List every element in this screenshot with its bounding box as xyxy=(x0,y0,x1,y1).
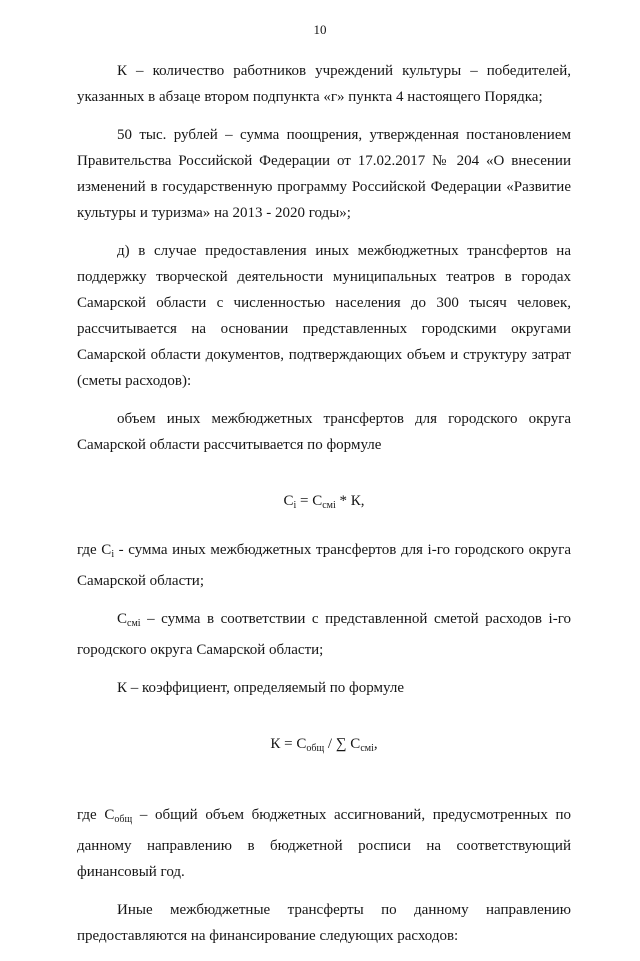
formula-ci xyxy=(77,488,571,519)
formula-k-sum: ∑ xyxy=(335,736,347,752)
ci-symbol-sub: i xyxy=(111,549,115,560)
formula-k-num-sub: общ xyxy=(306,743,325,754)
formula-ci-rhs: C xyxy=(312,493,323,509)
formula-k-div: / xyxy=(324,736,336,752)
where-word-2: где xyxy=(77,807,105,823)
page-number: 10 xyxy=(313,22,327,37)
document-body xyxy=(77,58,571,961)
ci-symbol: C xyxy=(101,542,112,558)
paragraph-other-transfers: Иные межбюджетные трансферты по данному направлению предоставляются на финансирование следующих расходов: xyxy=(77,902,571,944)
ci-definition-text: - сумма иных межбюджетных трансфертов для i-го городского округа Самарской области; xyxy=(77,542,572,589)
formula-k-num: C xyxy=(296,736,307,752)
formula-k-den: C xyxy=(346,736,361,752)
formula-ci-tail: * К, xyxy=(335,493,365,509)
cobsh-symbol: C xyxy=(104,807,115,823)
formula-ci-lhs: C xyxy=(283,493,294,509)
csmi-symbol: C xyxy=(117,611,128,627)
paragraph-k-coefficient: К – коэффициент, определяемый по формуле xyxy=(117,680,405,696)
formula-k xyxy=(77,731,571,762)
formula-ci-lhs-sub: i xyxy=(293,500,297,511)
csmi-symbol-sub: смi xyxy=(127,618,141,629)
paragraph-ci-definition xyxy=(77,537,571,594)
paragraph-cobsh-definition xyxy=(77,802,571,885)
formula-ci-eq: = xyxy=(296,493,313,509)
cobsh-definition-text: – общий объем бюджетных ассигнований, предусмотренных по данному направлению в бюджетной росписи на соответствующий финансовый год. xyxy=(77,807,572,880)
formula-k-eq: = xyxy=(280,736,297,752)
paragraph-formula-intro: объем иных межбюджетных трансфертов для городского округа Самарской области рассчитывается по формуле xyxy=(77,411,571,453)
cobsh-symbol-sub: общ xyxy=(114,814,133,825)
paragraph-50-thousand: 50 тыс. рублей – сумма поощрения, утвержденная постановлением Правительства Российской Федерации от 17.02.2017 № 204 «О внесении изменений в государственную программу Российской Федерации «Развитие культуры и туризма» на 2013 - 2020 годы»; xyxy=(77,127,571,221)
csmi-definition-text: – сумма в соответствии с представленной сметой расходов i-го городского округа Самарской области; xyxy=(77,611,571,658)
paragraph-subpoint-d: д) в случае предоставления иных межбюджетных трансфертов на поддержку творческой деятельности муниципальных театров в городах Самарской области с численностью населения до 300 тысяч человек, рассчитывается на основании представленных городскими округами Самарской области документов, подтверждающих объем и структуру затрат (сметы расходов): xyxy=(77,243,571,389)
formula-ci-rhs-sub: смi xyxy=(322,500,336,511)
formula-k-lhs: К xyxy=(270,736,281,752)
formula-k-den-sub: смi xyxy=(360,743,374,754)
formula-k-tail: , xyxy=(373,736,378,752)
paragraph-k-definition: К – количество работников учреждений культуры – победителей, указанных в абзаце втором подпункта «г» пункта 4 настоящего Порядка; xyxy=(77,63,571,105)
where-word: где xyxy=(77,542,102,558)
paragraph-csmi-definition xyxy=(77,606,571,663)
